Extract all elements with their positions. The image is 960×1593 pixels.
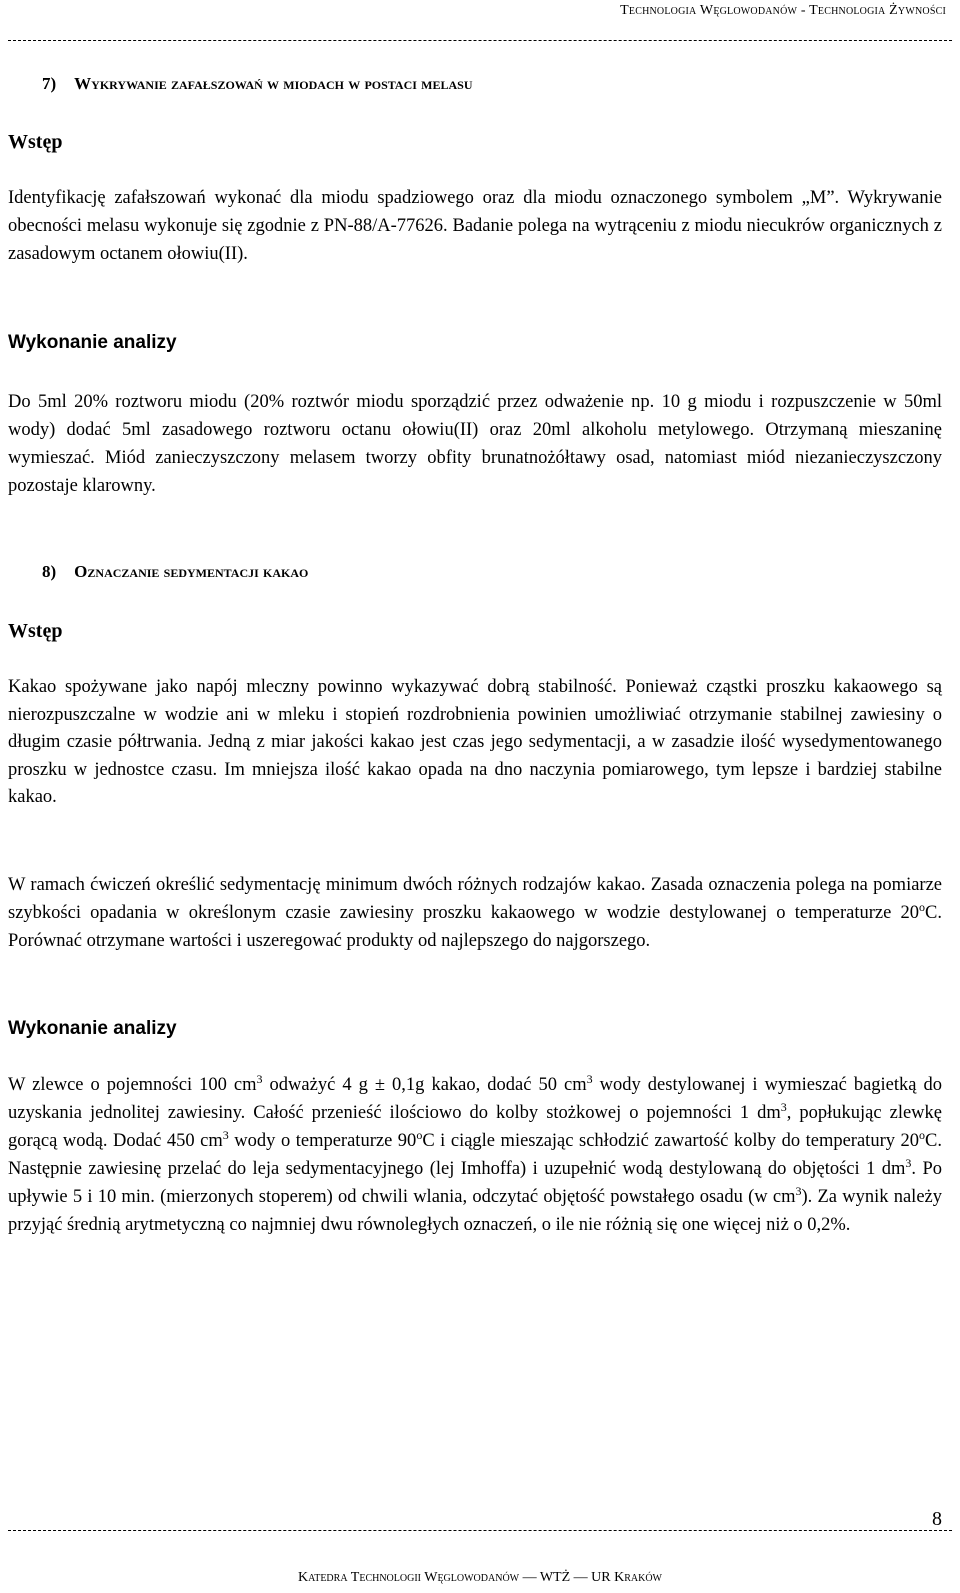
section-8-analysis-text: W zlewce o pojemności 100 $cm^3$ odważyć 4 g ± 0,1g kakao, dodać 50 $cm^3$ wody destylowanej i wymieszać bagietką do uzyskania jednolitej zawiesiny. Całość przenieść ilościowo do kolby stożkowej o pojemności 1 $dm^3$, popłukując zlewkę gorącą wodą. Dodać 450 $cm^3$ wody o temperaturze 90$^o$C i ciągle mieszając schłodzić zawartość kolby do temperatury 20$^o$C. Następnie zawiesinę przelać do leja sedymentacyjnego (lej Imhoffa) i uzupełnić wodą destylowaną do objętości 1 $dm^3$. Po upływie 5 i 10 min. (mierzonych stoperem) od chwili wlania, odczytać objętość powstałego osadu (w $cm^3$). Za wynik należy przyjąć średnią arytmetyczną co najmniej dwu równoległych oznaczeń, o ile nie różnią się one więcej niż o 0,2%.: [8, 1071, 943, 1235]
section-7-number: 7): [42, 74, 57, 93]
section-7-heading: [42, 74, 473, 94]
section-8-intro-text: Kakao spożywane jako napój mleczny powinno wykazywać dobrą stabilność. Ponieważ cząstki proszku kakaowego są nierozpuszczalne w wodzie ani w mleku i stopień rozdrobnienia powinien umożliwiać otrzymanie stabilnej zawiesiny o długim czasie półtrwania. Jedną z miar jakości kakao jest czas jego sedymentacji, a w zasadzie ilość wysedymentowanego proszku w jednostce czasu. Im mniejsza ilość kakao opada na dno naczynia pomiarowego, tym lepsze i bardziej stabilne kakao.: [8, 677, 942, 807]
page-number: 8: [932, 1508, 942, 1530]
section-8-analysis-heading: Wykonanie analizy: [8, 1018, 177, 1039]
footer-institution: Katedra Technologii Węglowodanów — WTŻ — UR Kraków: [297, 1570, 662, 1585]
running-header: Technologia Węglowodanów - Technologia Żywności: [620, 3, 946, 18]
section-7-analysis-text: Do 5ml 20% roztworu miodu (20% roztwór miodu sporządzić przez odważenie np. 10 g miodu i rozpuszczenie w 50ml wody) dodać 5ml zasadowego roztworu octanu ołowiu(II) oraz 20ml alkoholu metylowego. Otrzymaną mieszaninę wymieszać. Miód zanieczyszczony melasem tworzy obfity brunatnożółtawy osad, natomiast miód niezanieczyszczony pozostaje klarowny.: [8, 392, 942, 496]
section-8-intro-heading: Wstęp: [8, 620, 63, 642]
section-8-heading: [42, 562, 308, 582]
footer-divider: [8, 1530, 952, 1531]
section-8-title: Oznaczanie sedymentacji kakao: [74, 562, 309, 581]
section-7-title: Wykrywanie zafałszowań w miodach w postaci melasu: [74, 74, 473, 93]
section-8-number: 8): [42, 562, 57, 581]
section-7-intro-text: Identyfikację zafałszowań wykonać dla miodu spadziowego oraz dla miodu oznaczonego symbolem „M”. Wykrywanie obecności melasu wykonuje się zgodnie z PN-88/A-77626. Badanie polega na wytrąceniu z miodu niecukrów organicznych z zasadowym octanem ołowiu(II).: [8, 188, 942, 264]
section-7-intro-heading: Wstęp: [8, 131, 63, 153]
section-8-exercise-text: W ramach ćwiczeń określić sedymentację minimum dwóch różnych rodzajów kakao. Zasada oznaczenia polega na pomiarze szybkości opadania w określonym czasie zawiesiny proszku kakaowego w wodzie destylowanej o temperaturze 20$^o$C. Porównać otrzymane wartości i uszeregować produkty od najlepszego do najgorszego.: [8, 875, 942, 951]
header-divider: [8, 40, 952, 41]
section-7-analysis-heading: Wykonanie analizy: [8, 332, 177, 353]
